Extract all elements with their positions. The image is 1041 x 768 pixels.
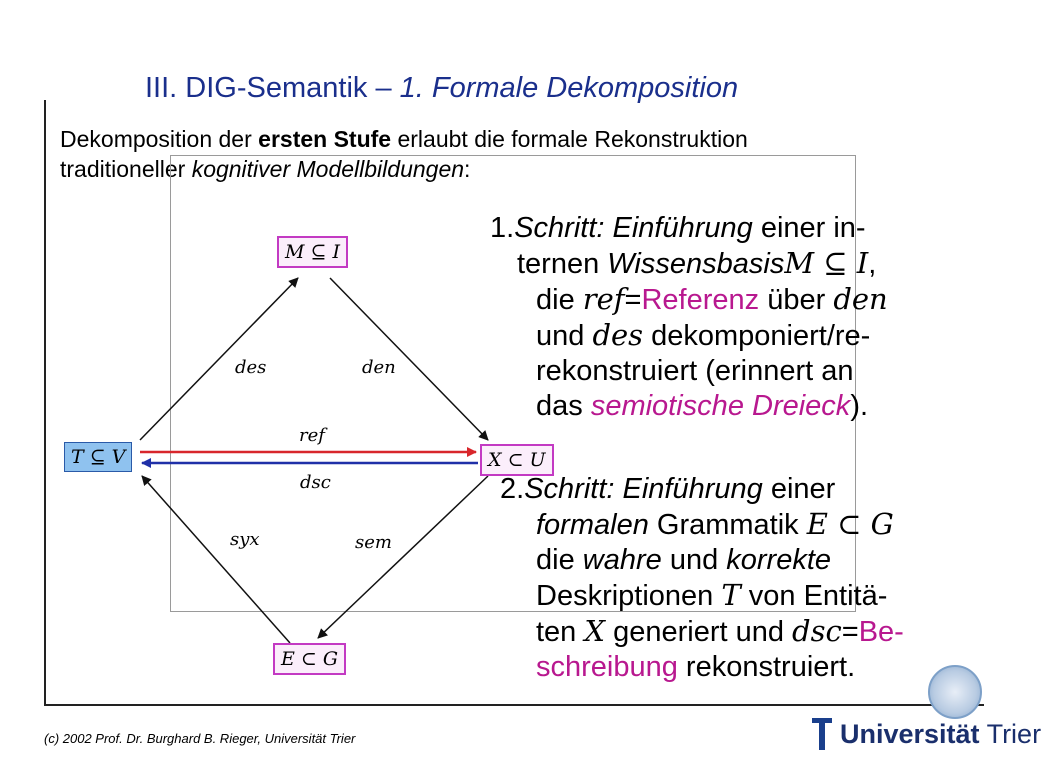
label-sem: sem xyxy=(355,532,392,553)
node-t-subset-v: T ⊆ V xyxy=(64,442,132,472)
den-arrow xyxy=(330,278,488,440)
label-syx: syx xyxy=(230,529,260,550)
node-x-subset-u: X ⊂ U xyxy=(480,444,554,476)
sem-arrow xyxy=(318,476,488,638)
university-seal-icon xyxy=(928,665,982,719)
label-des: des xyxy=(235,357,267,378)
university-logo xyxy=(812,716,1041,752)
copyright-footer: (c) 2002 Prof. Dr. Burghard B. Rieger, Universität Trier xyxy=(44,731,356,746)
step-2-text: 2.Schritt: Einführung einer formalen Grammatik E ⊂ G die wahre und korrekte Deskriptionen T von Entitä- ten X generiert und dsc=Be- schreibung rekonstruiert. xyxy=(500,473,904,683)
page-title: III. DIG-Semantik – 1. Formale Dekomposition xyxy=(145,72,739,104)
label-den: den xyxy=(362,357,396,378)
label-dsc: dsc xyxy=(300,472,331,493)
node-e-subset-g: E ⊂ G xyxy=(273,643,346,675)
syx-arrow xyxy=(142,476,290,643)
university-trier-logo-icon xyxy=(812,718,832,750)
university-name: Universität Trier xyxy=(840,718,1041,749)
label-ref: ref xyxy=(299,425,325,446)
step-1-text: 1.Schritt: Einführung einer in- ternen WissensbasisM ⊆ I, die ref=Referenz über den und des dekomponiert/re- rekonstruiert (erinnert an das semiotische Dreieck). xyxy=(490,212,888,422)
des-arrow xyxy=(140,278,298,440)
intro-text: Dekomposition der ersten Stufe erlaubt die formale Rekonstruktion traditioneller kognitiver Modellbildungen: xyxy=(60,126,748,182)
node-m-subset-i: M ⊆ I xyxy=(277,236,348,268)
